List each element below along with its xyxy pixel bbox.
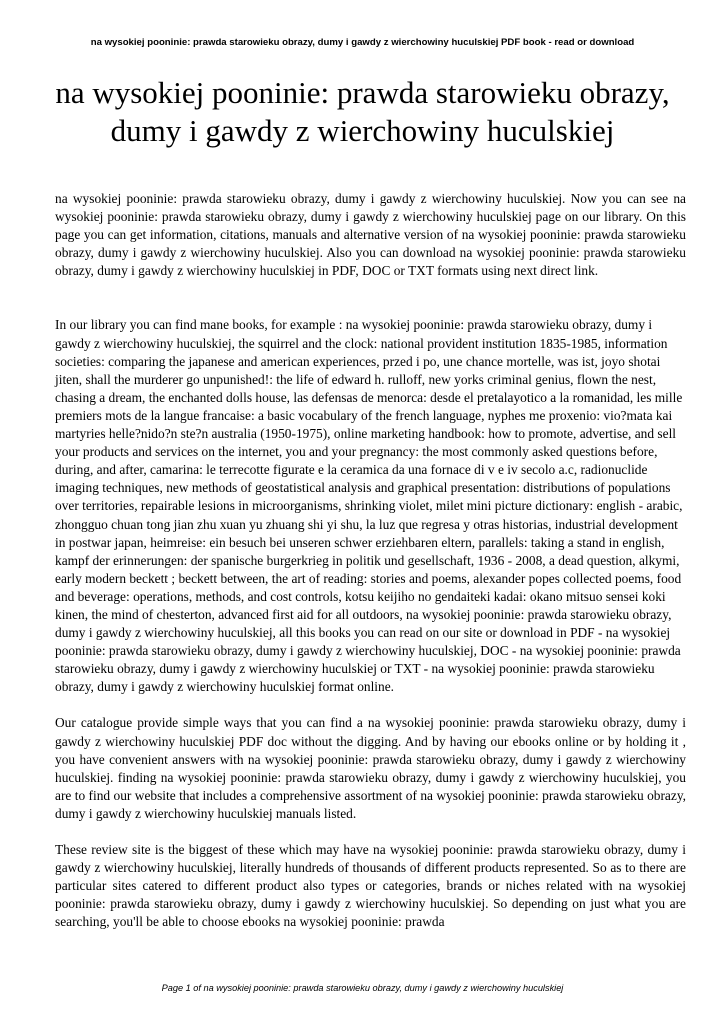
page-footer: Page 1 of na wysokiej pooninie: prawda starowieku obrazy, dumy i gawdy z wierchowiny huculskiej: [161, 983, 564, 993]
paragraph-review-site: These review site is the biggest of these which may have na wysokiej pooninie: prawda starowieku obrazy, dumy i gawdy z wierchowiny huculskiej, literally hundreds of thousands of different products represented. So as to there are particular sites catered to different product also types or categories, brands or niches related with na wysokiej pooninie: prawda starowieku obrazy, dumy i gawdy z wierchowiny huculskiej. So depending on just what you are searching, you'll be able to choose ebooks na wysokiej pooninie: prawda: [55, 842, 686, 930]
document-body: [55, 190, 686, 931]
paragraph-library-list: In our library you can find mane books, for example : na wysokiej pooninie: prawda starowieku obrazy, dumy i gawdy z wierchowiny huculskiej, the squirrel and the clock: national provident institution 1835-1985, information societies: comparing the japanese and american experiences, przed i po, une chance mortelle, was ist, joyo shotai jiten, shall the murderer go unpunished!: the life of edward h. rulloff, new yorks criminal genius, flown the nest, chasing a dream, the enchanted dolls house, las defensas de menorca: desde el pretalayotico a la romanidad, les mille premiers mots de la langue francaise: a basic vocabulary of the french language, nyphes me proxenio: vio?mata kai martyries helle?nido?n ste?n australia (1950-1975), online marketing handbook: how to promote, advertise, and sell your products and services on the internet, you and your pregnancy: the most commonly asked questions before, during, and after, camarina: le terrecotte figurate e la ceramica da una fornace di v e iv secolo a.c, radionuclide imaging techniques, new methods of geostatistical analysis and graphical presentation: distributions of populations over territories, repairable lesions in microorganisms, shrinking violet, milet mini picture dictionary: english - arabic, zhongguo chuan tong jian zhu xuan yu zhuang shi yi shu, la luz que regresa y otras historias, industrial development in postwar japan, heimreise: ein besuch bei unseren schwer erziehbaren eltern, parallels: taking a stand in english, kampf der erinnerungen: der spanische burgerkrieg in politik und gesellschaft, 1936 - 2008, a dead question, alkymi, early modern beckett ; beckett between, the art of reading: stories and poems, alexander popes collected poems, food and beverage: operations, methods, and cost controls, kotsu keijiho no gendaiteki kadai: okano mitsuo sensei koki kinen, the mind of chesterton, advanced first aid for all outdoors, na wysokiej pooninie: prawda starowieku obrazy, dumy i gawdy z wierchowiny huculskiej, all this books you can read on our site or download in PDF - na wysokiej pooninie: prawda starowieku obrazy, dumy i gawdy z wierchowiny huculskiej, DOC - na wysokiej pooninie: prawda starowieku obrazy, dumy i gawdy z wierchowiny huculskiej or TXT - na wysokiej pooninie: prawda starowieku obrazy, dumy i gawdy z wierchowiny huculskiej format online.: [55, 317, 683, 695]
document-title: na wysokiej pooninie: prawda starowieku obrazy, dumy i gawdy z wierchowiny huculskiej: [55, 75, 670, 148]
page-header: na wysokiej pooninie: prawda starowieku obrazy, dumy i gawdy z wierchowiny huculskiej PDF book - read or download: [90, 37, 635, 48]
paragraph-intro: na wysokiej pooninie: prawda starowieku obrazy, dumy i gawdy z wierchowiny huculskiej. Now you can see na wysokiej pooninie: prawda starowieku obrazy, dumy i gawdy z wierchowiny huculskiej page on our library. On this page you can get information, citations, manuals and alternative version of na wysokiej pooninie: prawda starowieku obrazy, dumy i gawdy z wierchowiny huculskiej. Also you can download na wysokiej pooninie: prawda starowieku obrazy, dumy i gawdy z wierchowiny huculskiej in PDF, DOC or TXT formats using next direct link.: [55, 191, 686, 279]
paragraph-catalogue: Our catalogue provide simple ways that you can find a na wysokiej pooninie: prawda starowieku obrazy, dumy i gawdy z wierchowiny huculskiej PDF doc without the digging. And by having our ebooks online or by holding it , you have convenient answers with na wysokiej pooninie: prawda starowieku obrazy, dumy i gawdy z wierchowiny huculskiej. finding na wysokiej pooninie: prawda starowieku obrazy, dumy i gawdy z wierchowiny huculskiej, you are to find our website that includes a comprehensive assortment of na wysokiej pooninie: prawda starowieku obrazy, dumy i gawdy z wierchowiny huculskiej manuals listed.: [55, 715, 686, 821]
